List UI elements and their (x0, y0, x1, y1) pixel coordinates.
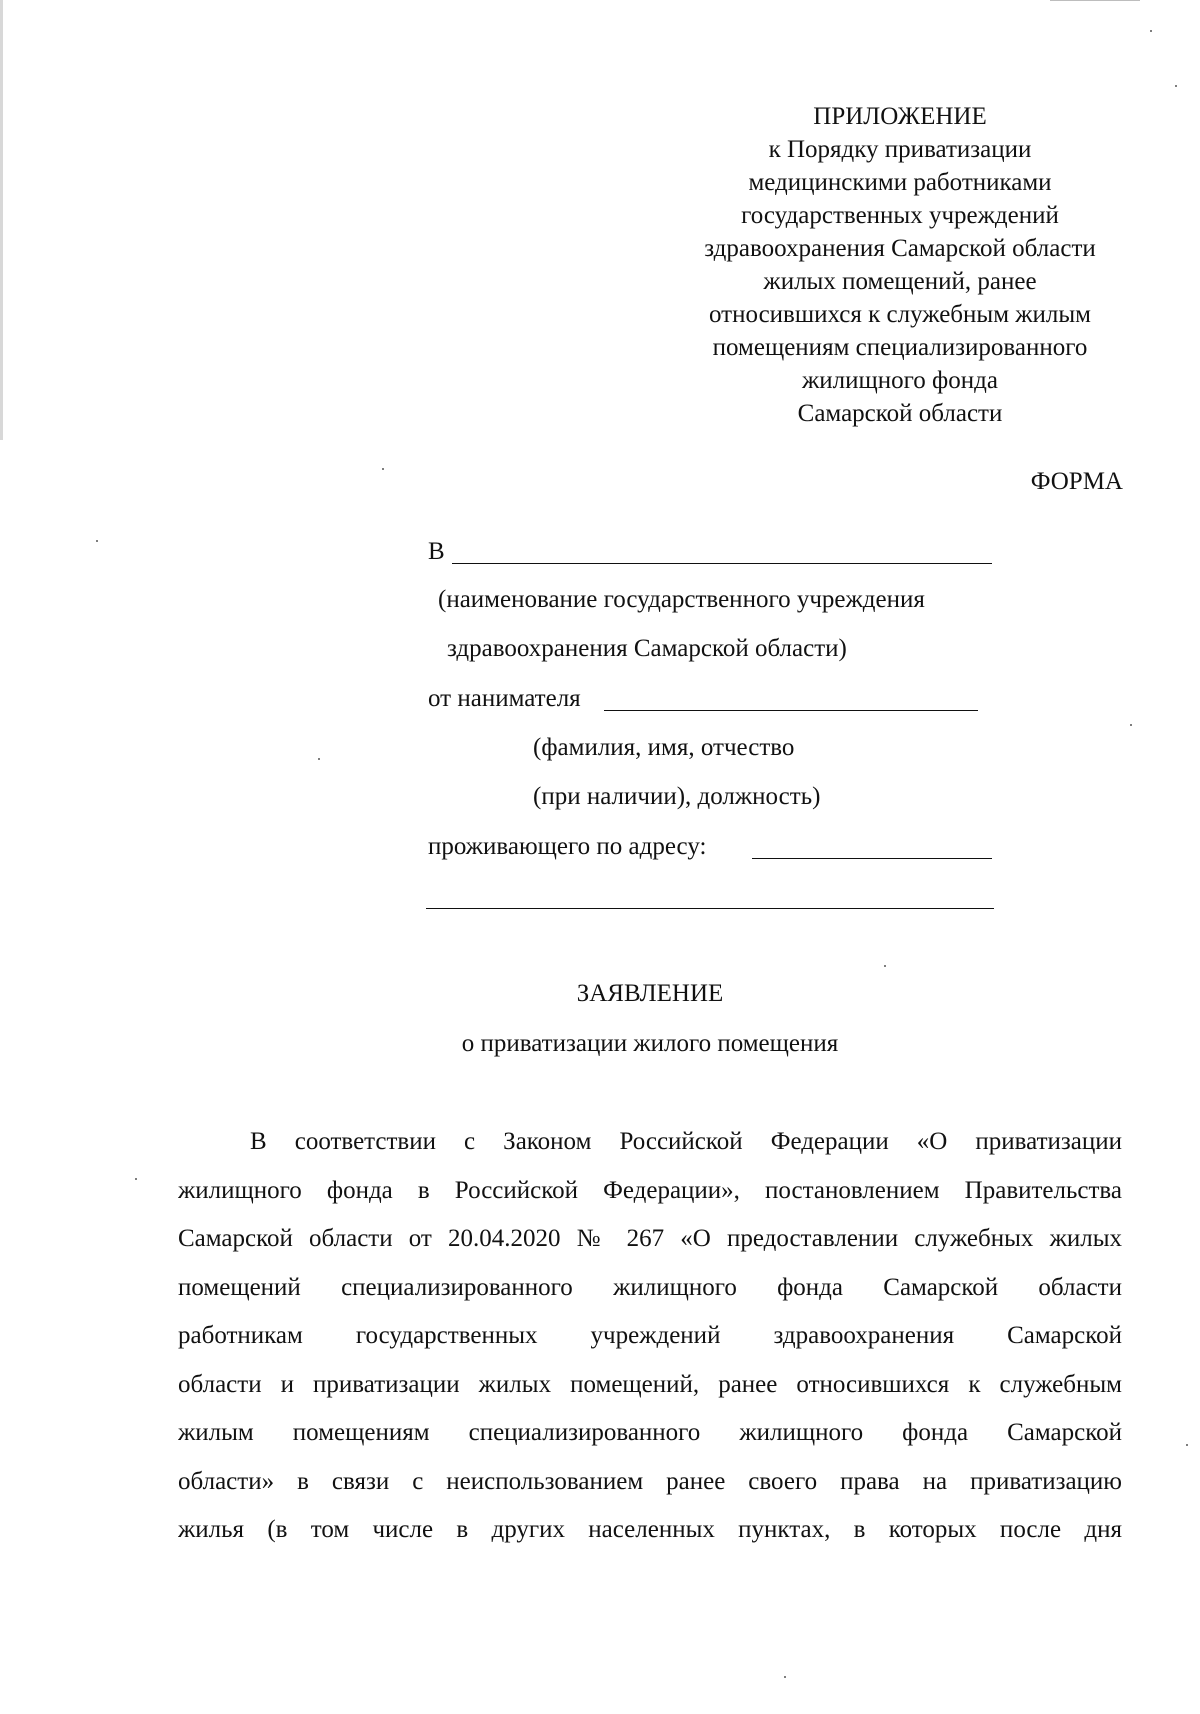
tenant-name-blank[interactable] (604, 710, 978, 711)
form-label: ФОРМА (1030, 468, 1123, 495)
scan-top-mark (1050, 0, 1140, 1)
scan-speck (784, 1676, 786, 1678)
to-prefix: В (428, 538, 445, 565)
scan-speck (135, 1178, 137, 1180)
appendix-line: здравоохранения Самарской области (704, 235, 1096, 262)
scan-speck (1150, 30, 1152, 32)
address-blank-second[interactable] (426, 908, 994, 909)
appendix-line: к Порядку приватизации (768, 136, 1032, 163)
scan-speck (318, 758, 320, 760)
appendix-header (660, 100, 1140, 430)
scan-speck (1130, 724, 1132, 726)
body-line: Самарской области от 20.04.2020 № 267 «О предоставлении служебных жилых (178, 1225, 1122, 1252)
appendix-line: государственных учреждений (741, 202, 1059, 229)
scan-speck (1186, 1444, 1188, 1446)
body-line: помещений специализированного жилищного фонда Самарской области (178, 1273, 1122, 1301)
appendix-line: жилищного фонда (802, 367, 998, 394)
appendix-line: ПРИЛОЖЕНИЕ (813, 103, 987, 130)
appendix-line: относившихся к служебным жилым (708, 301, 1092, 328)
body-line: области» в связи с неиспользованием ранее своего права на приватизацию (178, 1467, 1122, 1495)
body-line: жилым помещениям специализированного жилищного фонда Самарской (178, 1419, 1122, 1446)
body-line: жилья (в том числе в других населенных пунктах, в которых после дня (178, 1516, 1122, 1543)
name-caption: (при наличии), должность) (533, 783, 821, 810)
address-blank[interactable] (752, 858, 992, 859)
scan-speck (382, 468, 384, 470)
body-line: жилищного фонда в Российской Федерации», постановлением Правительства (178, 1176, 1122, 1204)
from-label: от нанимателя (428, 685, 581, 712)
scan-speck (96, 540, 98, 542)
statement-title: ЗАЯВЛЕНИЕ (576, 980, 724, 1007)
appendix-line: медицинскими работниками (748, 169, 1052, 196)
statement-subtitle: о приватизации жилого помещения (461, 1030, 839, 1057)
body-line: В соответствии с Законом Российской Федерации «О приватизации (250, 1128, 1122, 1155)
body-line: работникам государственных учреждений здравоохранения Самарской (178, 1322, 1122, 1349)
name-caption: (фамилия, имя, отчество (533, 734, 795, 761)
institution-caption: здравоохранения Самарской области) (447, 635, 847, 662)
appendix-line: жилых помещений, ранее (763, 268, 1037, 295)
statement-body (178, 1118, 1122, 1555)
scan-speck (1175, 85, 1177, 87)
scan-speck (884, 965, 886, 967)
institution-caption: (наименование государственного учреждения (438, 586, 925, 613)
scan-edge-shadow (0, 0, 3, 440)
appendix-line: помещениям специализированного (712, 334, 1088, 361)
address-label: проживающего по адресу: (428, 833, 707, 860)
body-line: области и приватизации жилых помещений, ранее относившихся к служебным (178, 1370, 1122, 1398)
appendix-line: Самарской области (797, 400, 1003, 427)
institution-blank[interactable] (452, 563, 992, 564)
